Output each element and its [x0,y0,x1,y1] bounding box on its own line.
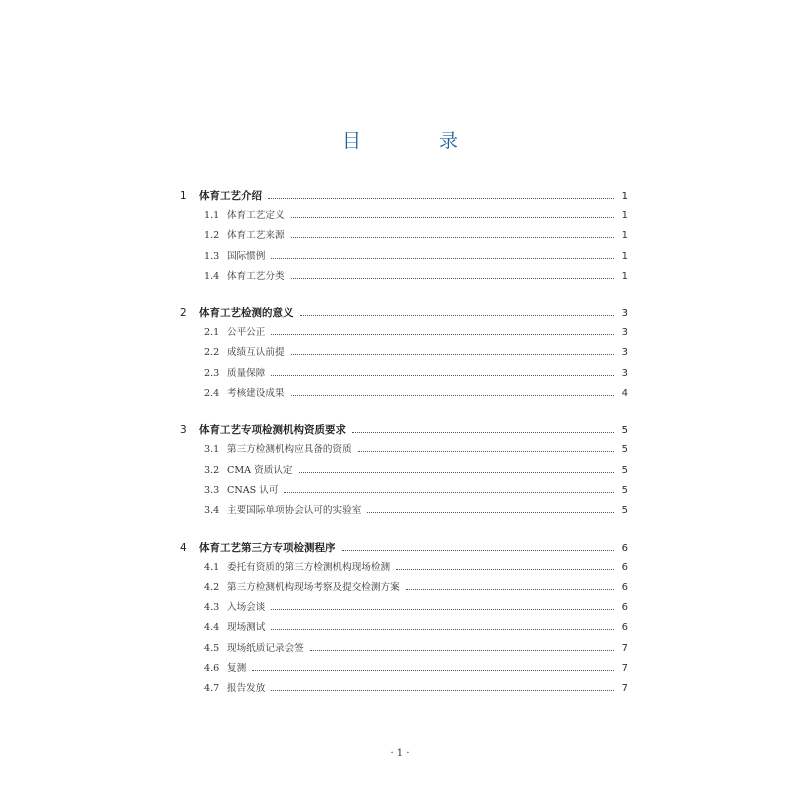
toc-number: 3.1 [204,444,220,456]
dot-leader [271,374,614,376]
dot-leader [352,431,614,433]
toc-page: 5 [621,505,628,517]
toc-page: 1 [621,210,628,221]
dot-leader [271,257,614,259]
toc-number: 3 [180,424,187,437]
dot-leader [291,353,614,355]
toc-subentry[interactable] [180,247,628,267]
toc-label: 国际惯例 [227,250,266,262]
dot-leader [300,314,615,316]
page-title: 目 录 [341,130,495,152]
toc-page: 1 [621,270,628,282]
toc-number: 4.2 [204,581,220,593]
dot-leader [271,689,614,691]
toc-chapter-2 [180,303,628,404]
toc-label: 体育工艺专项检测机构资质要求 [199,424,346,437]
toc-number: 1.2 [204,230,220,242]
toc-page: 1 [621,230,628,242]
toc-page: 6 [621,602,628,614]
toc-page: 7 [621,683,628,695]
toc-number: 1.4 [204,270,220,282]
toc-page: 6 [621,581,628,593]
toc-subentry[interactable] [180,659,628,679]
toc-subentry[interactable] [180,461,628,481]
toc-label: 体育工艺定义 [227,210,285,221]
toc-entry[interactable] [180,303,628,323]
dot-leader [271,628,614,630]
toc-label: 现场纸质记录会签 [227,642,304,654]
toc-subentry[interactable] [180,206,628,226]
dot-leader [342,549,615,551]
toc-label: CNAS 认可 [227,484,279,496]
toc-label: 报告发放 [227,683,266,695]
toc-number: 4.4 [204,622,220,634]
toc-label: 体育工艺介绍 [199,190,262,202]
toc-number: 1.1 [204,210,220,221]
toc-page: 6 [621,622,628,634]
toc-number: 2.2 [204,347,220,359]
dot-leader [271,333,614,335]
toc-page: 4 [621,388,628,400]
toc-label: 质量保障 [227,367,266,379]
toc-label: CMA 资质认定 [227,464,293,476]
dot-leader [291,216,614,218]
dot-leader [291,394,614,396]
toc-page: 6 [621,542,628,554]
page-number-footer: · 1 · [390,748,410,759]
toc-subentry[interactable] [180,501,628,521]
toc-number: 4.7 [204,683,220,695]
dot-leader [271,608,614,610]
toc-page: 1 [621,250,628,262]
toc-page: 7 [621,642,628,654]
toc-label: 成绩互认前提 [227,347,285,359]
dot-leader [310,649,614,651]
toc-label: 复测 [227,663,247,675]
toc-page: 3 [621,367,628,379]
toc-subentry[interactable] [180,679,628,699]
toc-subentry[interactable] [180,226,628,246]
dot-leader [291,277,614,279]
dot-leader [358,450,614,452]
toc-page: 3 [621,347,628,359]
toc-page: 5 [621,484,628,496]
toc-label: 现场测试 [227,622,266,634]
toc-page: 5 [621,444,628,456]
toc-chapter-4 [180,538,628,700]
dot-leader [268,197,614,199]
dot-leader [291,236,614,238]
toc-label: 体育工艺分类 [227,270,285,282]
dot-leader [284,491,614,493]
toc-number: 4.3 [204,602,220,614]
toc-subentry[interactable] [180,364,628,384]
toc-page: 5 [621,425,628,437]
toc-label: 体育工艺检测的意义 [199,307,294,320]
dot-leader [396,568,614,570]
toc-subentry[interactable] [180,384,628,404]
toc-subentry[interactable] [180,578,628,598]
toc-number: 1.3 [204,250,220,262]
toc-subentry[interactable] [180,598,628,618]
toc-chapter-3 [180,420,628,521]
toc-subentry[interactable] [180,481,628,501]
toc-number: 3.2 [204,464,220,476]
toc-label: 第三方检测机构现场考察及提交检测方案 [227,581,400,593]
toc-number: 4.1 [204,561,220,573]
toc-number: 2.4 [204,388,220,400]
toc-subentry[interactable] [180,639,628,659]
toc-page: 7 [621,663,628,675]
dot-leader [406,588,614,590]
toc-label: 主要国际单项协会认可的实验室 [227,505,362,517]
toc-label: 公平公正 [227,327,266,339]
toc-label: 第三方检测机构应具备的资质 [227,444,352,456]
toc-entry[interactable] [180,186,628,206]
toc-subentry[interactable] [180,440,628,460]
toc-entry[interactable] [180,420,628,440]
toc-number: 2.3 [204,367,220,379]
toc-number: 4.6 [204,663,220,675]
toc-subentry[interactable] [180,267,628,287]
toc-subentry[interactable] [180,323,628,343]
toc-label: 体育工艺来源 [227,230,285,242]
table-of-contents [180,186,628,716]
toc-page: 1 [621,191,628,202]
toc-label: 考核建设成果 [227,388,285,400]
toc-subentry[interactable] [180,558,628,578]
toc-label: 委托有资质的第三方检测机构现场检测 [227,561,391,573]
toc-page: 5 [621,464,628,476]
dot-leader [299,471,614,473]
toc-number: 2.1 [204,327,220,339]
toc-label: 体育工艺第三方专项检测程序 [199,541,336,554]
toc-label: 入场会谈 [227,602,266,614]
toc-number: 4.5 [204,642,220,654]
toc-subentry[interactable] [180,343,628,363]
toc-number: 3.3 [204,484,220,496]
toc-page: 3 [621,327,628,339]
dot-leader [252,669,614,671]
toc-number: 1 [180,190,187,202]
toc-page: 6 [621,561,628,573]
dot-leader [367,511,614,513]
toc-chapter-1 [180,186,628,287]
toc-entry[interactable] [180,538,628,558]
toc-page: 3 [621,308,628,320]
toc-subentry[interactable] [180,618,628,638]
toc-number: 3.4 [204,505,220,517]
toc-number: 4 [180,541,187,554]
toc-number: 2 [180,307,187,320]
